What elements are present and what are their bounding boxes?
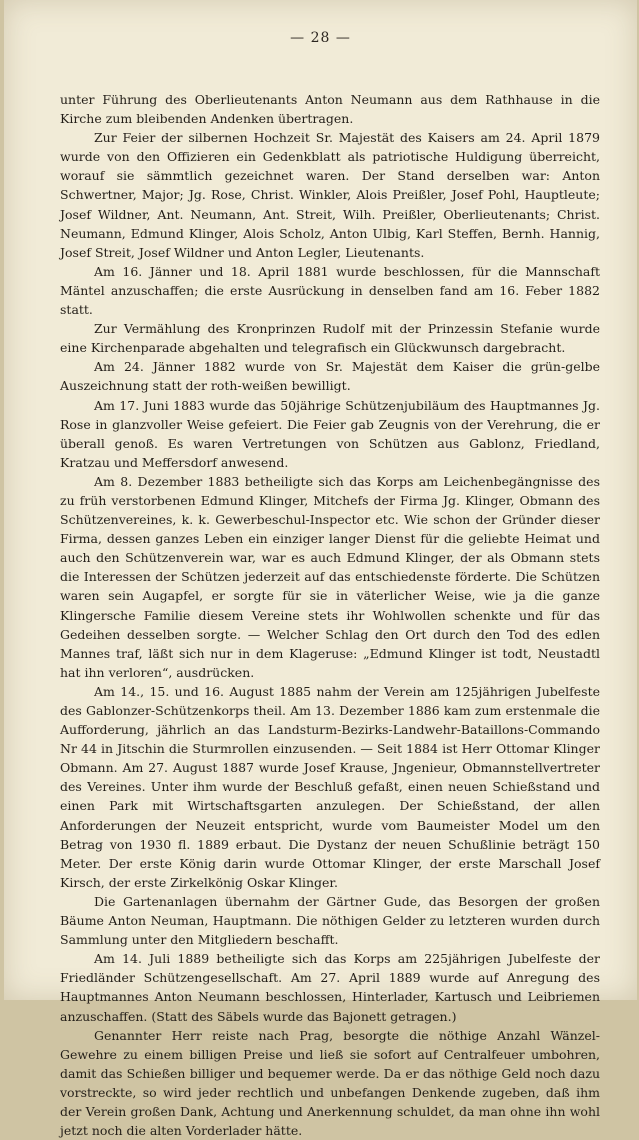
paragraph: Zur Feier der silbernen Hochzeit Sr. Majestät des Kaisers am 24. April 1879 wurde von den Offizieren ein Gedenkblatt als patriotische Huldigung überreicht, worauf sie sämmtlich gezeichnet waren. Der Stand derselben war: Anton Schwertner, Major; Jg. Rose, Christ. Winkler, Alois Preißler, Josef Pohl, Hauptleute; Josef Wildner, Ant. Neumann, Ant. Streit, Wilh. Preißler, Oberlieutenants; Christ. Neumann, Edmund Klinger, Alois Scholz, Anton Ulbig, Karl Steffen, Bernh. Hannig, Josef Streit, Josef Wildner und Anton Legler, Lieutenants. — [60, 130, 600, 260]
paragraph: unter Führung des Oberlieutenants Anton Neumann aus dem Rathhause in die Kirche zum bleibenden Andenken übertragen. — [60, 92, 600, 127]
paragraph: Zur Vermählung des Kronprinzen Rudolf mit der Prinzessin Stefanie wurde eine Kirchenparade abgehalten und telegrafisch ein Glückwunsch dargebracht. — [60, 321, 600, 356]
body-text — [60, 90, 600, 1140]
paragraph: Am 16. Jänner und 18. April 1881 wurde beschlossen, für die Mannschaft Mäntel anzuschaffen; die erste Ausrückung in denselben fand am 16. Feber 1882 statt. — [60, 263, 600, 318]
paragraph: Genannter Herr reiste nach Prag, besorgte die nöthige Anzahl Wänzel-Gewehre zu einem billigen Preise und ließ sie sofort auf Centralfeuer umbohren, damit das Schießen billiger und bequemer werde. Da er das nöthige Geld noch dazu vorstreckte, so wird jeder rechtlich und unbefangen Denkende zugeben, daß ihm der Verein großen Dank, Achtung und Anerkennung schuldet, da man ohne ihn wohl jetzt noch die alten Vorderlader hätte. — [60, 1027, 600, 1139]
paragraph: Am 8. Dezember 1883 betheiligte sich das Korps am Leichenbegängnisse des zu früh verstorbenen Edmund Klinger, Mitchefs der Firma Jg. Klinger, Obmann des Schützenvereines, k. k. Gewerbeschul-Inspector etc. Wie schon der Gründer dieser Firma, dessen ganzes Leben ein einziger langer Dienst für die geliebte Heimat und auch den Schützenverein war, war es auch Edmund Klinger, der als Obmann stets die Interessen der Schützen jederzeit auf das entschiedenste förderte. Die Schützen waren sein Augapfel, er sorgte für sie in väterlicher Weise, wie ja die ganze Klingersche Familie diesem Vereine stets ihr Wohlwollen schenkte und für das Gedeihen desselben sorgte. — Welcher Schlag den Ort durch den Tod des edlen Mannes traf, läßt sich nur in dem Klageruse: „Edmund Klinger ist todt, Neustadtl hat ihn verloren“, ausdrücken. — [60, 473, 600, 680]
paragraph: Am 24. Jänner 1882 wurde von Sr. Majestät dem Kaiser die grün-gelbe Auszeichnung statt der roth-weißen bewilligt. — [60, 359, 600, 394]
paragraph: Am 17. Juni 1883 wurde das 50jährige Schützenjubiläum des Hauptmannes Jg. Rose in glanzvoller Weise gefeiert. Die Feier gab Zeugnis von der Verehrung, die er überall genoß. Es waren Vertretungen von Schützen aus Gablonz, Friedland, Kratzau und Meffersdorf anwesend. — [60, 397, 600, 470]
paragraph: Am 14. Juli 1889 betheiligte sich das Korps am 225jährigen Jubelfeste der Friedländer Schützengesellschaft. Am 27. April 1889 wurde auf Anregung des Hauptmannes Anton Neumann beschlossen, Hinterlader, Kartusch und Leibriemen anzuschaffen. (Statt des Säbels wurde das Bajonett getragen.) — [60, 951, 600, 1024]
document-page — [4, 0, 637, 1139]
paragraph: Am 14., 15. und 16. August 1885 nahm der Verein am 125jährigen Jubelfeste des Gablonzer-Schützenkorps theil. Am 13. Dezember 1886 kam zum erstenmale die Aufforderung, jährlich an das Landsturm-Bezirks-Landwehr-Bataillons-Commando Nr 44 in Jitschin die Sturmrollen einzusenden. — Seit 1884 ist Herr Ottomar Klinger Obmann. Am 27. August 1887 wurde Josef Krause, Jngenieur, Obmannstellvertreter des Vereines. Unter ihm wurde der Beschluß gefaßt, einen neuen Schießstand und einen Park mit Wirtschaftsgarten anzulegen. Der Schießstand, der allen Anforderungen der Neuzeit entspricht, wurde vom Baumeister Model um den Betrag von 1930 fl. 1889 erbaut. Die Dystanz der neuen Schußlinie beträgt 150 Meter. Der erste König darin wurde Ottomar Klinger, der erste Marschall Josef Kirsch, der erste Zirkelkönig Oskar Klinger. — [60, 683, 600, 890]
paragraph: Die Gartenanlagen übernahm der Gärtner Gude, das Besorgen der großen Bäume Anton Neuman, Hauptmann. Die nöthigen Gelder zu letzteren wurden durch Sammlung unter den Mitgliedern beschafft. — [60, 893, 600, 948]
page-number: — 28 — — [290, 30, 351, 46]
